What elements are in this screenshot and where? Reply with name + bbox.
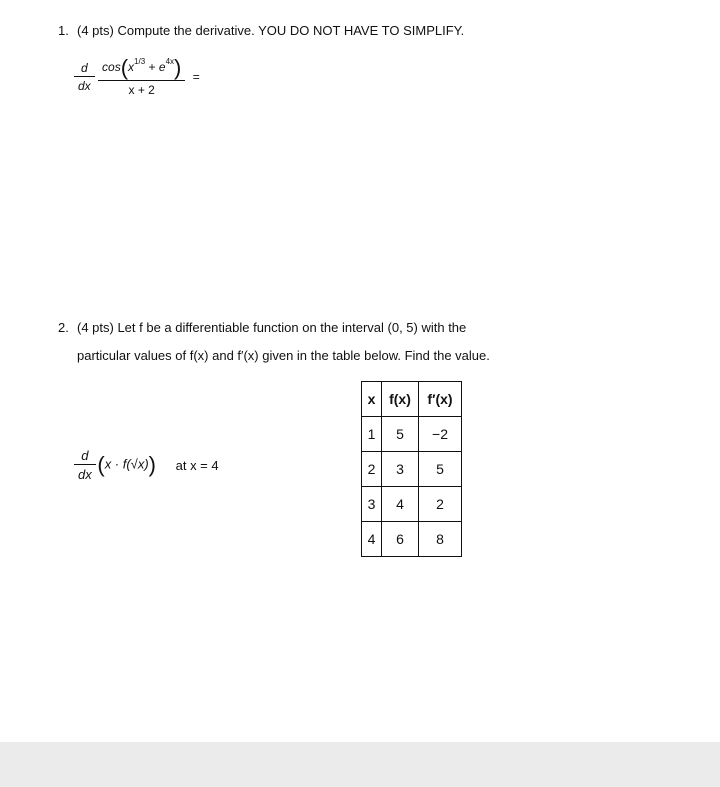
values-table (361, 381, 462, 557)
question-1-prompt (58, 23, 464, 38)
question-2-text-line-1: (4 pts) Let f be a differentiable function on the interval (0, 5) with the (77, 320, 467, 335)
table-cell: 3 (362, 487, 382, 522)
footer-band (0, 742, 720, 787)
d-dx-operator: $\frac{d}{dx}$ (76, 61, 93, 93)
question-1-text: (4 pts) Compute the derivative. YOU DO NOT HAVE TO SIMPLIFY. (77, 23, 465, 38)
header-x: x (362, 382, 382, 417)
header-fx: f(x) (382, 382, 419, 417)
quotient-fraction (100, 57, 183, 97)
table-cell: 1 (362, 417, 382, 452)
table-row (362, 417, 462, 452)
table-cell: 2 (419, 487, 462, 522)
table-cell: 2 (362, 452, 382, 487)
table-row (362, 487, 462, 522)
table-cell: −2 (419, 417, 462, 452)
header-fprime-x: f′(x) (419, 382, 462, 417)
table-cell: 6 (382, 522, 419, 557)
question-2-inner-expression: x · f(√x) (104, 456, 149, 472)
question-2-expression: $\frac{d}{dx}$ (x · f(√x)) at x = 4 (76, 448, 219, 482)
table-cell: 5 (382, 417, 419, 452)
table-header-row (362, 382, 462, 417)
question-1-expression (76, 57, 200, 97)
equals-sign: = (192, 70, 200, 84)
d-dx-operator-2: $\frac{d}{dx}$ (76, 448, 94, 482)
question-1-number: 1. (58, 23, 69, 38)
table-row (362, 452, 462, 487)
table-cell: 5 (419, 452, 462, 487)
evaluation-point: at x = 4 (175, 457, 219, 473)
question-2-number: 2. (58, 320, 69, 335)
table-cell: 4 (362, 522, 382, 557)
table-cell: 4 (382, 487, 419, 522)
table-cell: 3 (382, 452, 419, 487)
table-row (362, 522, 462, 557)
question-2-prompt-line-1 (58, 320, 466, 335)
table-cell: 8 (419, 522, 462, 557)
quotient-numerator: $\cos(x^{1/3} + e^{4x})$ (102, 55, 182, 80)
quotient-denominator: x + 2 (98, 80, 185, 97)
question-2-prompt-line-2: particular values of f(x) and f′(x) given in the table below. Find the value. (77, 348, 490, 363)
